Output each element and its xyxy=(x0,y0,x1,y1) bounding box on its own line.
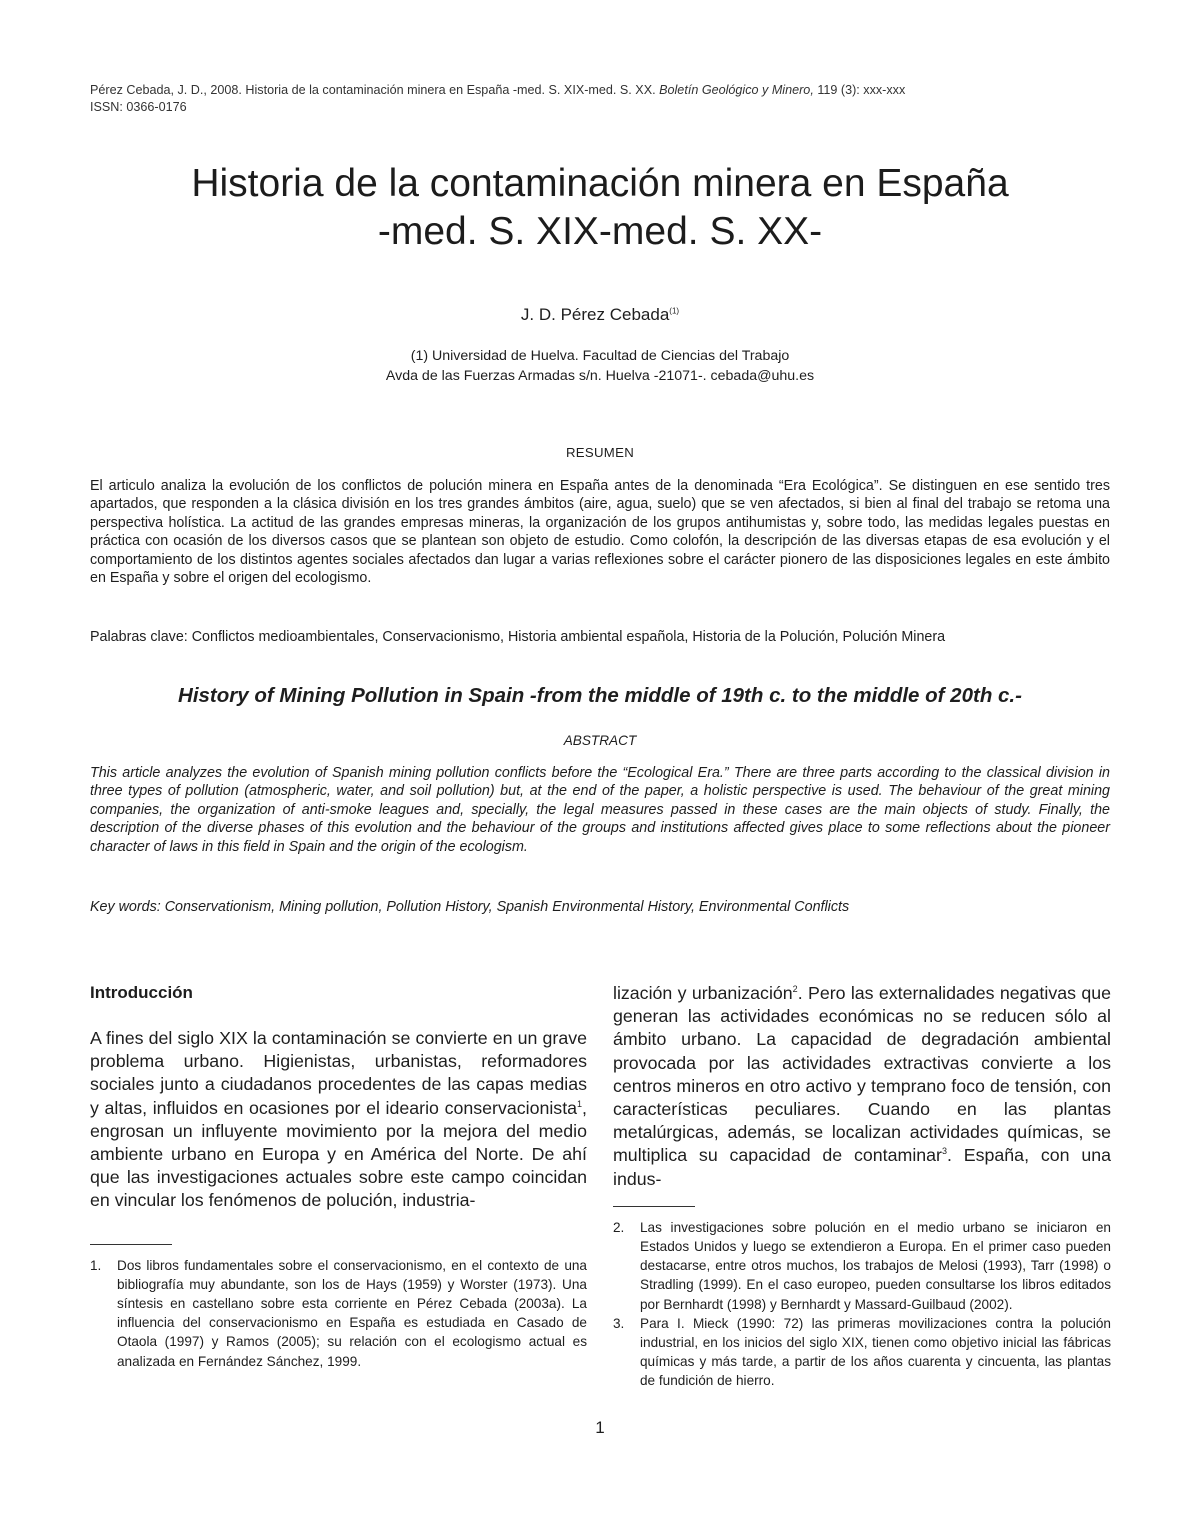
footnote-text: Las investigaciones sobre polución en el medio urbano se iniciaron en Estados Unidos y luego se extendieron a Europa. En el primer caso pueden destacarse, entre otros muchos, los trabajos de Melosi (1993), Tarr (1998) o Stradling (1999). En el caso europeo, pueden consultarse los libros editados por Bernhardt (1998) y Bernhardt y Massard-Guilbaud (2002). xyxy=(640,1219,1111,1312)
intro-paragraph-right xyxy=(613,982,1111,1191)
journal-name: Boletín Geológico y Minero, xyxy=(659,83,814,97)
abstract-heading: ABSTRACT xyxy=(563,733,637,748)
intro-text-right-1: lización y urbanización xyxy=(613,983,793,1003)
footnote-divider xyxy=(90,1244,172,1245)
footnotes-right xyxy=(613,1218,1111,1391)
journal-volume: 119 (3): xxx-xxx xyxy=(817,83,906,97)
resumen-body: El articulo analiza la evolución de los conflictos de polución minera en España antes de la denominada “Era Ecológica”. Se distinguen en ese sentido tres apartados, que responden a la clásica división en los tres grandes ámbitos (aire, agua, suelo) que se ven afectados, si bien al final del trabajo se retoma una perspectiva holística. La actitud de las grandes empresas mineras, la organización de los grupos antihumistas y, sobre todo, las medidas legales puestas en práctica con ocasión de los diversos casos que se plantean son objeto de estudio. Como colofón, la descripción de las diversas etapas de esa evolución y el comportamiento de los distintos agentes sociales afectados dan lugar a varias reflexiones sobre el carácter pionero de las disposiciones legales en este ámbito en España y sobre el origen del ecologismo. xyxy=(90,478,1110,587)
citation-text: Pérez Cebada, J. D., 2008. Historia de la contaminación minera en España -med. S. XIX-med. S. XX. xyxy=(90,83,656,97)
footnote-text: Dos libros fundamentales sobre el conservacionismo, en el contexto de una bibliografía muy abundante, son los de Hays (1959) y Worster (1973). Una síntesis en castellano sobre esta corriente en Pérez Cebada (2003a). La influencia del conservacionismo en España es estudiada en Casado de Otaola (1997) y Ramos (2005); su relación con el ecologismo actual es analizada en Fernández Sánchez, 1999. xyxy=(117,1257,587,1369)
section-heading-introduccion: Introducción xyxy=(90,983,193,1002)
right-column xyxy=(613,982,1111,1391)
intro-text-right-2: . Pero las externalidades negativas que generan las actividades económicas no se reducen sólo al ámbito urbano. La capacidad de degradación ambiental provocada por las actividades extractivas convierte a los centros mineros en otro activo y temprano foco de tensión, con características peculiares. Cuando en las plantas metalúrgicas, además, se localizan actividades químicas, se multiplica su capacidad de contaminar xyxy=(613,983,1111,1166)
footnote-3 xyxy=(613,1314,1111,1391)
english-title: History of Mining Pollution in Spain -from the middle of 19th c. to the middle of 20th c.- xyxy=(178,684,1022,707)
footnote-ref-3[interactable]: 3 xyxy=(941,1146,947,1157)
author-name: J. D. Pérez Cebada xyxy=(520,305,670,324)
title-line-2: -med. S. XIX-med. S. XX- xyxy=(377,210,823,253)
footnote-ref-2[interactable]: 2 xyxy=(792,984,798,995)
footnote-number: 2. xyxy=(613,1219,625,1235)
citation-header xyxy=(90,82,1110,116)
palabras-clave: Palabras clave: Conflictos medioambientales, Conservacionismo, Historia ambiental española, Historia de la Polución, Polución Minera xyxy=(90,629,946,645)
abstract-body: This article analyzes the evolution of Spanish mining pollution conflicts before the “Ecological Era.” There are three parts according to the classical division in three types of pollution (atmospheric, water, and soil pollution) but, at the end of the paper, a holistic perspective is used. The behaviour of the great mining companies, the organization of anti-smoke leagues and, specially, the legal measures passed in these cases are the main objects of study. Finally, the description of the diverse phases of this evolution and the behaviour of the groups and institutions affected gives place to some reflections about the pioneer character of laws in this field in Spain and the origin of the ecologism. xyxy=(90,765,1110,855)
footnote-ref-1[interactable]: 1 xyxy=(577,1098,583,1109)
paper-title xyxy=(60,160,1140,256)
footnote-1 xyxy=(90,1256,587,1371)
left-column xyxy=(90,982,587,1371)
footnote-number: 3. xyxy=(613,1315,625,1331)
footnote-number: 1. xyxy=(90,1257,102,1273)
affiliation-line-1: (1) Universidad de Huelva. Facultad de Ciencias del Trabajo xyxy=(410,348,790,364)
intro-text-left-1: A fines del siglo XIX la contaminación se convierte en un grave problema urbano. Higienistas, urbanistas, reformadores sociales junto a ciudadanos procedentes de las capas medias y altas, influidos en ocasiones por el ideario conservacionista xyxy=(90,1028,587,1118)
intro-text-right-3: . España, con una indus- xyxy=(613,1145,1111,1189)
affiliation-line-2: Avda de las Fuerzas Armadas s/n. Huelva -21071-. cebada@uhu.es xyxy=(385,368,815,384)
citation-line xyxy=(90,82,1110,99)
affiliation-marker: (1) xyxy=(669,306,680,316)
key-words: Key words: Conservationism, Mining pollution, Pollution History, Spanish Environmental History, Environmental Conflicts xyxy=(90,899,850,915)
author-line xyxy=(0,305,1200,325)
intro-paragraph-left xyxy=(90,1027,587,1213)
footnote-2 xyxy=(613,1218,1111,1314)
intro-text-left-2: , engrosan un influyente movimiento por la mejora del medio ambiente urbano en Europa y en América del Norte. De ahí que las investigaciones actuales sobre este campo coincidan en vincular los fenómenos de polución, industria- xyxy=(90,1097,587,1211)
affiliation xyxy=(0,346,1200,386)
resumen-heading: RESUMEN xyxy=(565,445,635,460)
footnote-divider xyxy=(613,1206,695,1207)
footnotes-left xyxy=(90,1256,587,1371)
page-number: 1 xyxy=(595,1418,605,1437)
title-line-1: Historia de la contaminación minera en España xyxy=(191,162,1009,205)
footnote-text: Para I. Mieck (1990: 72) las primeras movilizaciones contra la polución industrial, en los inicios del siglo XIX, tienen como objetivo inicial las fábricas químicas y más tarde, a partir de los años cuarenta y cincuenta, las plantas de fundición de hierro. xyxy=(640,1315,1111,1389)
issn: ISSN: 0366-0176 xyxy=(90,100,187,114)
